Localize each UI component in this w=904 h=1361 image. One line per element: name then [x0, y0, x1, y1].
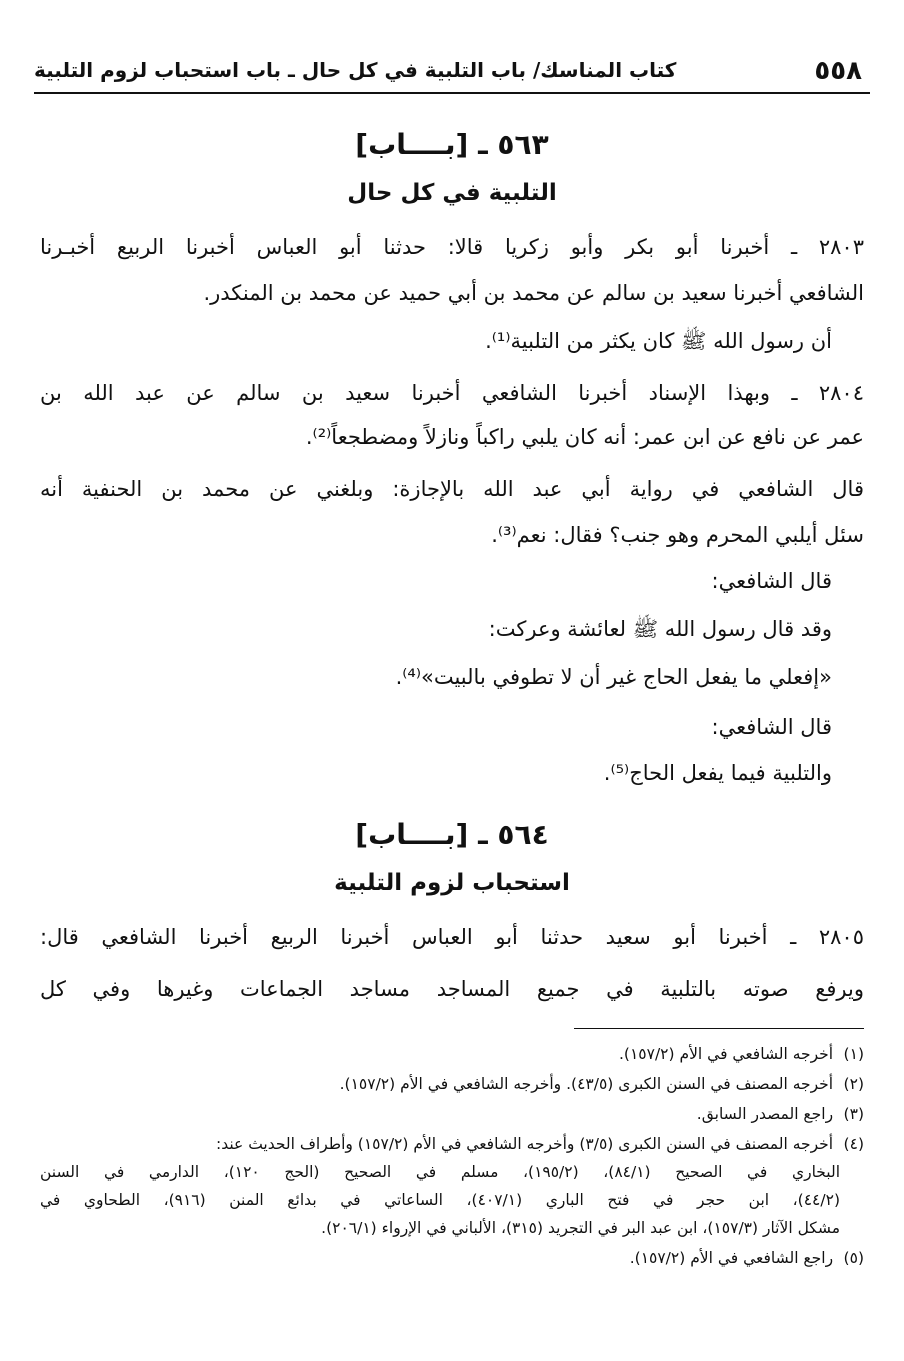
footnote-number: (١) — [843, 1045, 864, 1063]
footnote-continuation: مشكل الآثار (١٥٧/٣)، ابن عبد البر في التجريد (٣١٥)، الألباني في الإرواء (٢٠٦/١). — [321, 1219, 840, 1237]
body-line: ويرفع صوته بالتلبية في جميع المساجد مساجد الجماعات وغيرها وفي كل — [40, 977, 864, 1001]
body-line: الشافعي أخبرنا سعيد بن سالم عن محمد بن أبي حميد عن محمد بن المنكدر. — [203, 281, 864, 305]
body-line: «إفعلي ما يفعل الحاج غير أن لا تطوفي بالبيت»⁽⁴⁾. — [395, 665, 832, 689]
running-header — [34, 52, 870, 94]
body-line: قال الشافعي: — [711, 569, 832, 593]
footnote-continuation: البخاري في الصحيح (٨٤/١)، (١٩٥/٢)، مسلم في الصحيح (الحج ١٢٠)، الدارمي في السنن — [40, 1163, 841, 1181]
footnote — [40, 1072, 864, 1096]
body-line: والتلبية فيما يفعل الحاج⁽⁵⁾. — [603, 761, 832, 785]
footnote — [40, 1042, 864, 1066]
body-line: عمر عن نافع عن ابن عمر: أنه كان يلبي راكباً ونازلاً ومضطجعاً⁽²⁾. — [305, 425, 864, 449]
chapter-subtitle: التلبية في كل حال — [347, 180, 557, 206]
footnote — [40, 1132, 864, 1156]
body-line: ٢٨٠٥ ـ أخبرنا أبو سعيد حدثنا أبو العباس أخبرنا الربيع أخبرنا الشافعي قال: — [40, 925, 864, 949]
body-line: أن رسول الله ﷺ كان يكثر من التلبية⁽¹⁾. — [485, 329, 832, 353]
footnote-text: أخرجه الشافعي في الأم (١٥٧/٢). — [619, 1045, 834, 1063]
chapter-heading: ٥٦٤ ـ [بــــاب] — [355, 818, 549, 851]
footnote — [40, 1102, 864, 1126]
footnote-number: (٤) — [843, 1135, 864, 1153]
footnote — [40, 1246, 864, 1270]
footnote-number: (٣) — [843, 1105, 864, 1123]
footnote-text: راجع المصدر السابق. — [696, 1105, 834, 1123]
footnote-number: (٢) — [843, 1075, 864, 1093]
footnote-text: أخرجه المصنف في السنن الكبرى (٣/٥) وأخرجه الشافعي في الأم (١٥٧/٢) وأطراف الحديث عند: — [215, 1135, 834, 1153]
chapter-heading: ٥٦٣ ـ [بــــاب] — [355, 128, 549, 161]
body-line: وقد قال رسول الله ﷺ لعائشة وعركت: — [488, 617, 832, 641]
footnote-text: راجع الشافعي في الأم (١٥٧/٢). — [629, 1249, 834, 1267]
footnote-number: (٥) — [843, 1249, 864, 1267]
body-line: قال الشافعي في رواية أبي عبد الله بالإجازة: وبلغني عن محمد بن الحنفية أنه — [40, 477, 864, 501]
running-title: كتاب المناسك/ باب التلبية في كل حال ـ باب استحباب لزوم التلبية — [34, 58, 677, 82]
body-line: ٢٨٠٣ ـ أخبرنا أبو بكر وأبو زكريا قالا: حدثنا أبو العباس أخبرنا الربيع أخبـرنا — [40, 235, 864, 259]
body-line: ٢٨٠٤ ـ وبهذا الإسناد أخبرنا الشافعي أخبرنا سعيد بن سالم عن عبد الله بن — [40, 381, 864, 405]
chapter-subtitle: استحباب لزوم التلبية — [334, 870, 570, 896]
page-number: ٥٥٨ — [814, 56, 862, 86]
footnote-continuation: (٤٤/٢)، ابن حجر في فتح الباري (٤٠٧/١)، الساعاتي في بدائع المنن (٩١٦)، الطحاوي في — [40, 1191, 840, 1209]
footnote-divider — [574, 1028, 864, 1029]
body-line: سئل أيلبي المحرم وهو جنب؟ فقال: نعم⁽³⁾. — [491, 523, 864, 547]
footnote-text: أخرجه المصنف في السنن الكبرى (٤٣/٥). وأخرجه الشافعي في الأم (١٥٧/٢). — [339, 1075, 834, 1093]
body-line: قال الشافعي: — [711, 715, 832, 739]
